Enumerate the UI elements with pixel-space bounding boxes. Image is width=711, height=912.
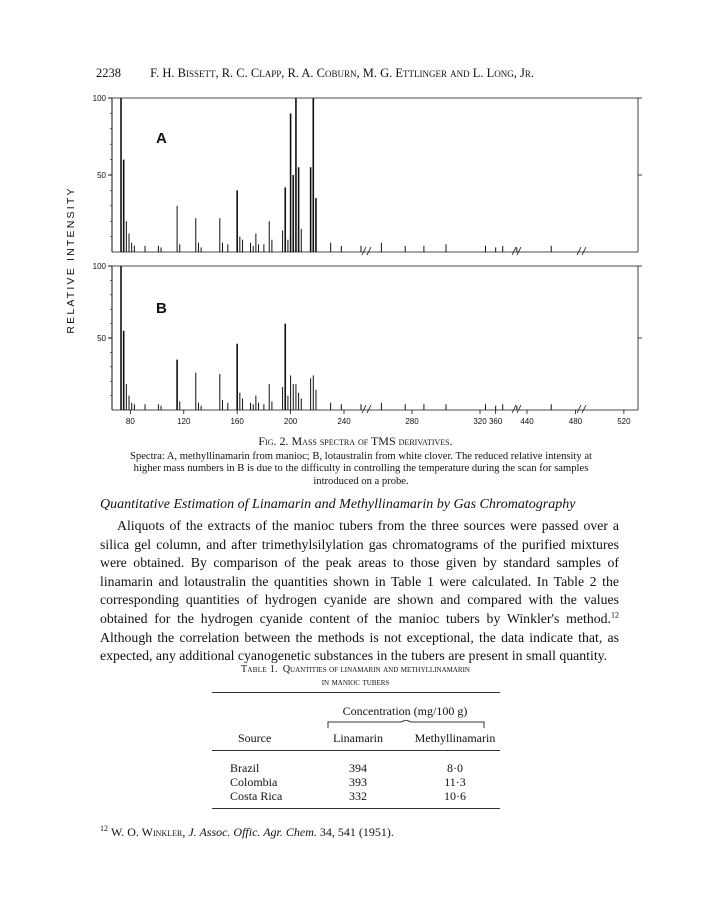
cell-methyllinamarin: 8·0 bbox=[447, 761, 463, 775]
cell-linamarin: 393 bbox=[349, 775, 367, 789]
axis-break-mark bbox=[577, 405, 586, 413]
x-tick-label: 240 bbox=[337, 417, 351, 426]
footnote-author: W. O. Winkler, bbox=[111, 825, 186, 839]
cell-source: Brazil bbox=[230, 761, 260, 775]
axis-break-mark bbox=[362, 405, 371, 413]
y-tick-label: 50 bbox=[97, 334, 106, 343]
spectrum-a-bars bbox=[121, 98, 551, 252]
cell-linamarin: 394 bbox=[349, 761, 367, 775]
cell-source: Colombia bbox=[230, 775, 278, 789]
y-tick-label: 100 bbox=[92, 262, 106, 271]
figure-caption-text: Spectra: A, methyllinamarin from manioc; B, lotaustralin from white clover. The reduced relative intensity at higher mass numbers in B is due to the difficulty in controlling the temperature during the scan for samples introduced on a probe. bbox=[130, 451, 592, 487]
figure-caption-title bbox=[0, 434, 711, 449]
x-tick-label: 360 bbox=[488, 417, 503, 426]
x-tick-label: 200 bbox=[283, 417, 298, 426]
column-header-source: Source bbox=[238, 731, 272, 745]
table-row bbox=[230, 775, 510, 790]
figure-title: Mass spectra of TMS derivatives. bbox=[291, 434, 453, 448]
x-tick-label: 520 bbox=[617, 417, 631, 426]
table-top-rule bbox=[212, 692, 500, 693]
cell-linamarin: 332 bbox=[349, 789, 367, 803]
footnote-number: 12 bbox=[100, 824, 108, 833]
footnote-ref: 12 bbox=[611, 610, 619, 620]
table-bottom-rule bbox=[212, 808, 500, 809]
table-spanner-heading: Concentration (mg/100 g) bbox=[342, 704, 468, 718]
plot-frames bbox=[93, 94, 642, 413]
y-tick-label: 100 bbox=[92, 94, 106, 103]
table-row bbox=[230, 789, 510, 804]
y-axis-label: RELATIVE INTENSITY bbox=[65, 186, 77, 334]
x-tick-label: 120 bbox=[177, 417, 191, 426]
figure-label: Fig. 2. bbox=[258, 434, 289, 448]
column-header-methyllinamarin: Methyllinamarin bbox=[414, 731, 496, 745]
x-tick-label: 480 bbox=[568, 417, 583, 426]
panel-b-label: B bbox=[156, 300, 167, 317]
table-spanner-brace bbox=[327, 720, 485, 729]
table-title-line1: Quantities of linamarin and methyllinamarin bbox=[282, 664, 470, 675]
paragraph-text: Aliquots of the extracts of the manioc tubers from the three sources were passed over a silica gel column, and after trimethylsilylation gas chromatograms of the purified mixtures were obtained. By comparison of the peak areas to those given by standard samples of linamarin and lotaustralin the quantities shown in Table 1 were calculated. In Table 2 the corresponding quantities of hydrogen cyanide are shown and compared with the values obtained for the hydrogen cyanide content of the manioc tubers by Winkler's method. bbox=[100, 518, 619, 626]
section-heading: Quantitative Estimation of Linamarin and Methyllinamarin by Gas Chromatography bbox=[100, 497, 576, 512]
table-label: Table 1. bbox=[241, 664, 278, 675]
x-tick-label: 160 bbox=[230, 417, 244, 426]
page-number: 2238 bbox=[96, 66, 121, 80]
axis-break-mark bbox=[577, 247, 586, 255]
x-tick-label: 80 bbox=[125, 417, 135, 426]
mass-spectra-figure bbox=[60, 88, 650, 433]
cell-methyllinamarin: 11·3 bbox=[444, 775, 466, 789]
y-tick-label: 50 bbox=[97, 171, 106, 180]
table-title bbox=[0, 663, 711, 689]
footnote-citation: 34, 541 (1951). bbox=[319, 825, 394, 839]
panel-a-label: A bbox=[156, 130, 167, 147]
spectrum-b-bars bbox=[121, 266, 551, 410]
column-header-linamarin: Linamarin bbox=[333, 731, 383, 745]
footnote bbox=[100, 825, 394, 840]
cell-methyllinamarin: 10·6 bbox=[444, 789, 466, 803]
x-axis-ticks bbox=[126, 410, 631, 426]
x-tick-label: 440 bbox=[520, 417, 534, 426]
paragraph-text-continued: Although the correlation between the methods is not exceptional, the data indicate that, as expected, any additional cyanogenetic substances in the tubers are present in small quantity. bbox=[100, 629, 619, 664]
cell-source: Costa Rica bbox=[230, 789, 283, 803]
x-tick-label: 320 bbox=[473, 417, 487, 426]
x-tick-label: 280 bbox=[405, 417, 419, 426]
body-paragraph bbox=[100, 517, 619, 666]
table-title-line2: in manioc tubers bbox=[321, 677, 390, 688]
running-authors: F. H. Bissett, R. C. Clapp, R. A. Coburn, M. G. Ettlinger and L. Long, Jr. bbox=[150, 66, 535, 80]
table-row bbox=[230, 761, 510, 776]
axis-break-mark bbox=[362, 247, 371, 255]
footnote-journal: J. Assoc. Offic. Agr. Chem. bbox=[188, 825, 317, 839]
page-header bbox=[96, 66, 534, 81]
table-header-rule bbox=[212, 750, 500, 751]
